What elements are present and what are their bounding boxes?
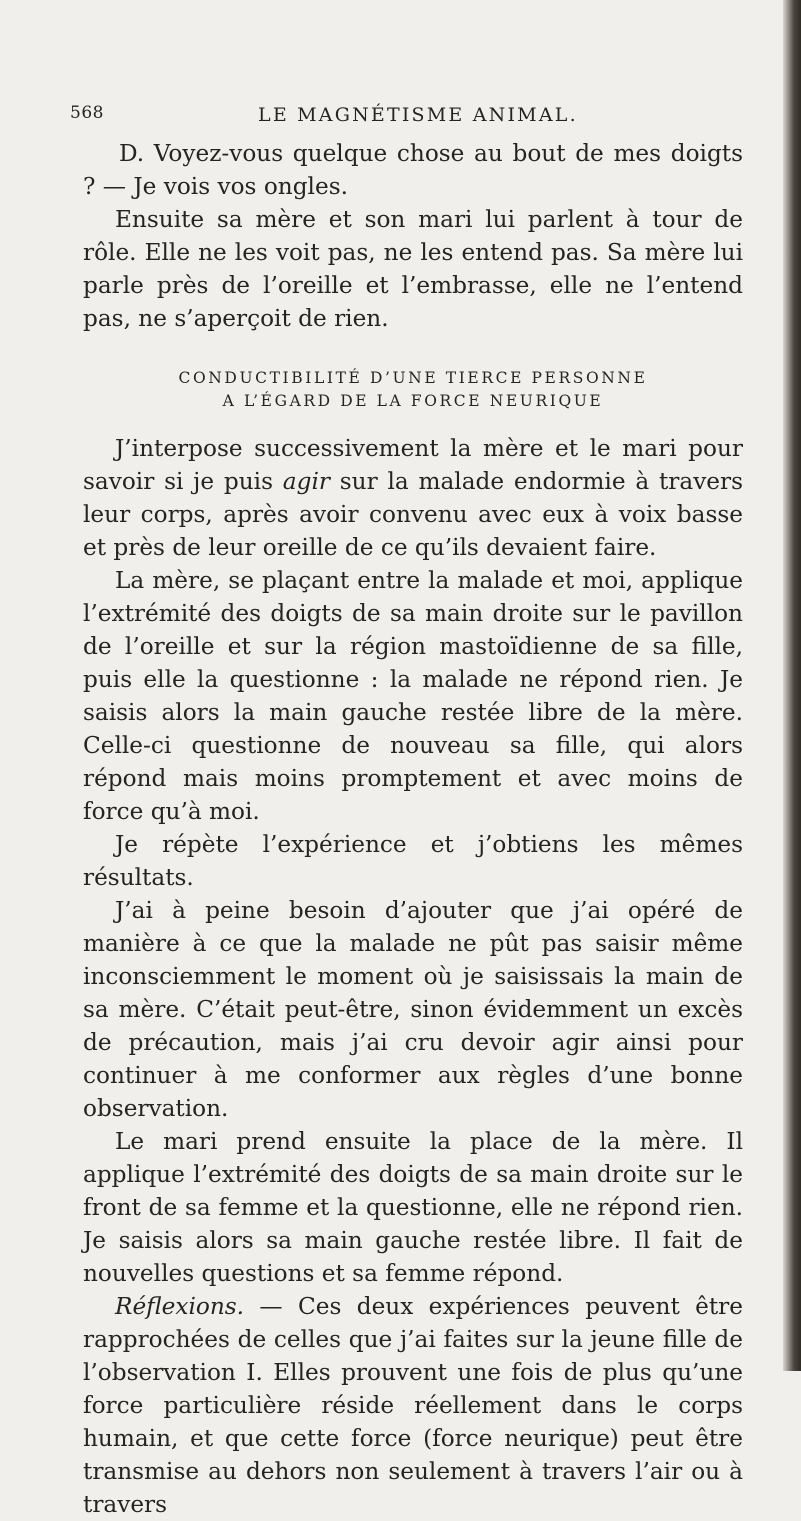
paragraph <box>83 1290 743 1521</box>
section-heading-line: CONDUCTIBILITÉ D’UNE TIERCE PERSONNE <box>178 369 648 387</box>
page-body <box>83 137 743 1521</box>
italic-word: agir <box>282 468 330 495</box>
paragraph: Le mari prend ensuite la place de la mère. Il applique l’extrémité des doigts de sa main droite sur le front de sa femme et la questionne, elle ne répond rien. Je saisis alors sa main gauche restée libre. Il fait de nouvelles questions et sa femme répond. <box>83 1128 743 1287</box>
paragraph: La mère, se plaçant entre la malade et moi, applique l’extrémité des doigts de sa main droite sur le pavillon de l’oreille et sur la région mastoïdienne de sa fille, puis elle la questionne : la malade ne répond rien. Je saisis alors la main gauche restée libre de la mère. Celle-ci questionne de nouveau sa fille, qui alors répond mais moins promptement et avec moins de force qu’à moi. <box>83 567 743 825</box>
page-edge-shadow <box>783 0 801 1371</box>
italic-heading: Réflexions. <box>115 1293 245 1320</box>
paragraph <box>83 432 743 564</box>
page-number: 568 <box>70 103 104 123</box>
paragraph-text: J’interpose successivement la mère et le mari pour savoir si je puis <box>83 435 743 495</box>
section-heading-line: A L’ÉGARD DE LA FORCE NEURIQUE <box>222 392 604 410</box>
paragraph-text: sur la malade endormie à travers leur corps, après avoir convenu avec eux à voix basse et près de leur oreille de ce qu’ils devaient faire. <box>83 468 743 561</box>
paragraph: Ensuite sa mère et son mari lui parlent à tour de rôle. Elle ne les voit pas, ne les entend pas. Sa mère lui parle près de l’oreille et l’embrasse, elle ne l’entend pas, ne s’aperçoit de rien. <box>83 206 743 332</box>
paragraph: D. Voyez-vous quelque chose au bout de mes doigts ? — Je vois vos ongles. <box>83 140 743 200</box>
running-head: LE MAGNÉTISME ANIMAL. <box>258 104 578 126</box>
paragraph: Je répète l’expérience et j’obtiens les mêmes résultats. <box>83 831 743 891</box>
section-heading <box>83 367 743 413</box>
paragraph-text: — Ces deux expériences peuvent être rapprochées de celles que j’ai faites sur la jeune fille de l’observation I. Elles prouvent une fois de plus qu’une force particulière réside réellement dans le corps humain, et que cette force (force neurique) peut être transmise au dehors non seulement à travers l’air ou à travers <box>83 1293 743 1518</box>
paragraph: J’ai à peine besoin d’ajouter que j’ai opéré de manière à ce que la malade ne pût pas saisir même inconsciemment le moment où je saisissais la main de sa mère. C’était peut-être, sinon évidemment un excès de précaution, mais j’ai cru devoir agir ainsi pour continuer à me conformer aux règles d’une bonne observation. <box>83 897 743 1122</box>
